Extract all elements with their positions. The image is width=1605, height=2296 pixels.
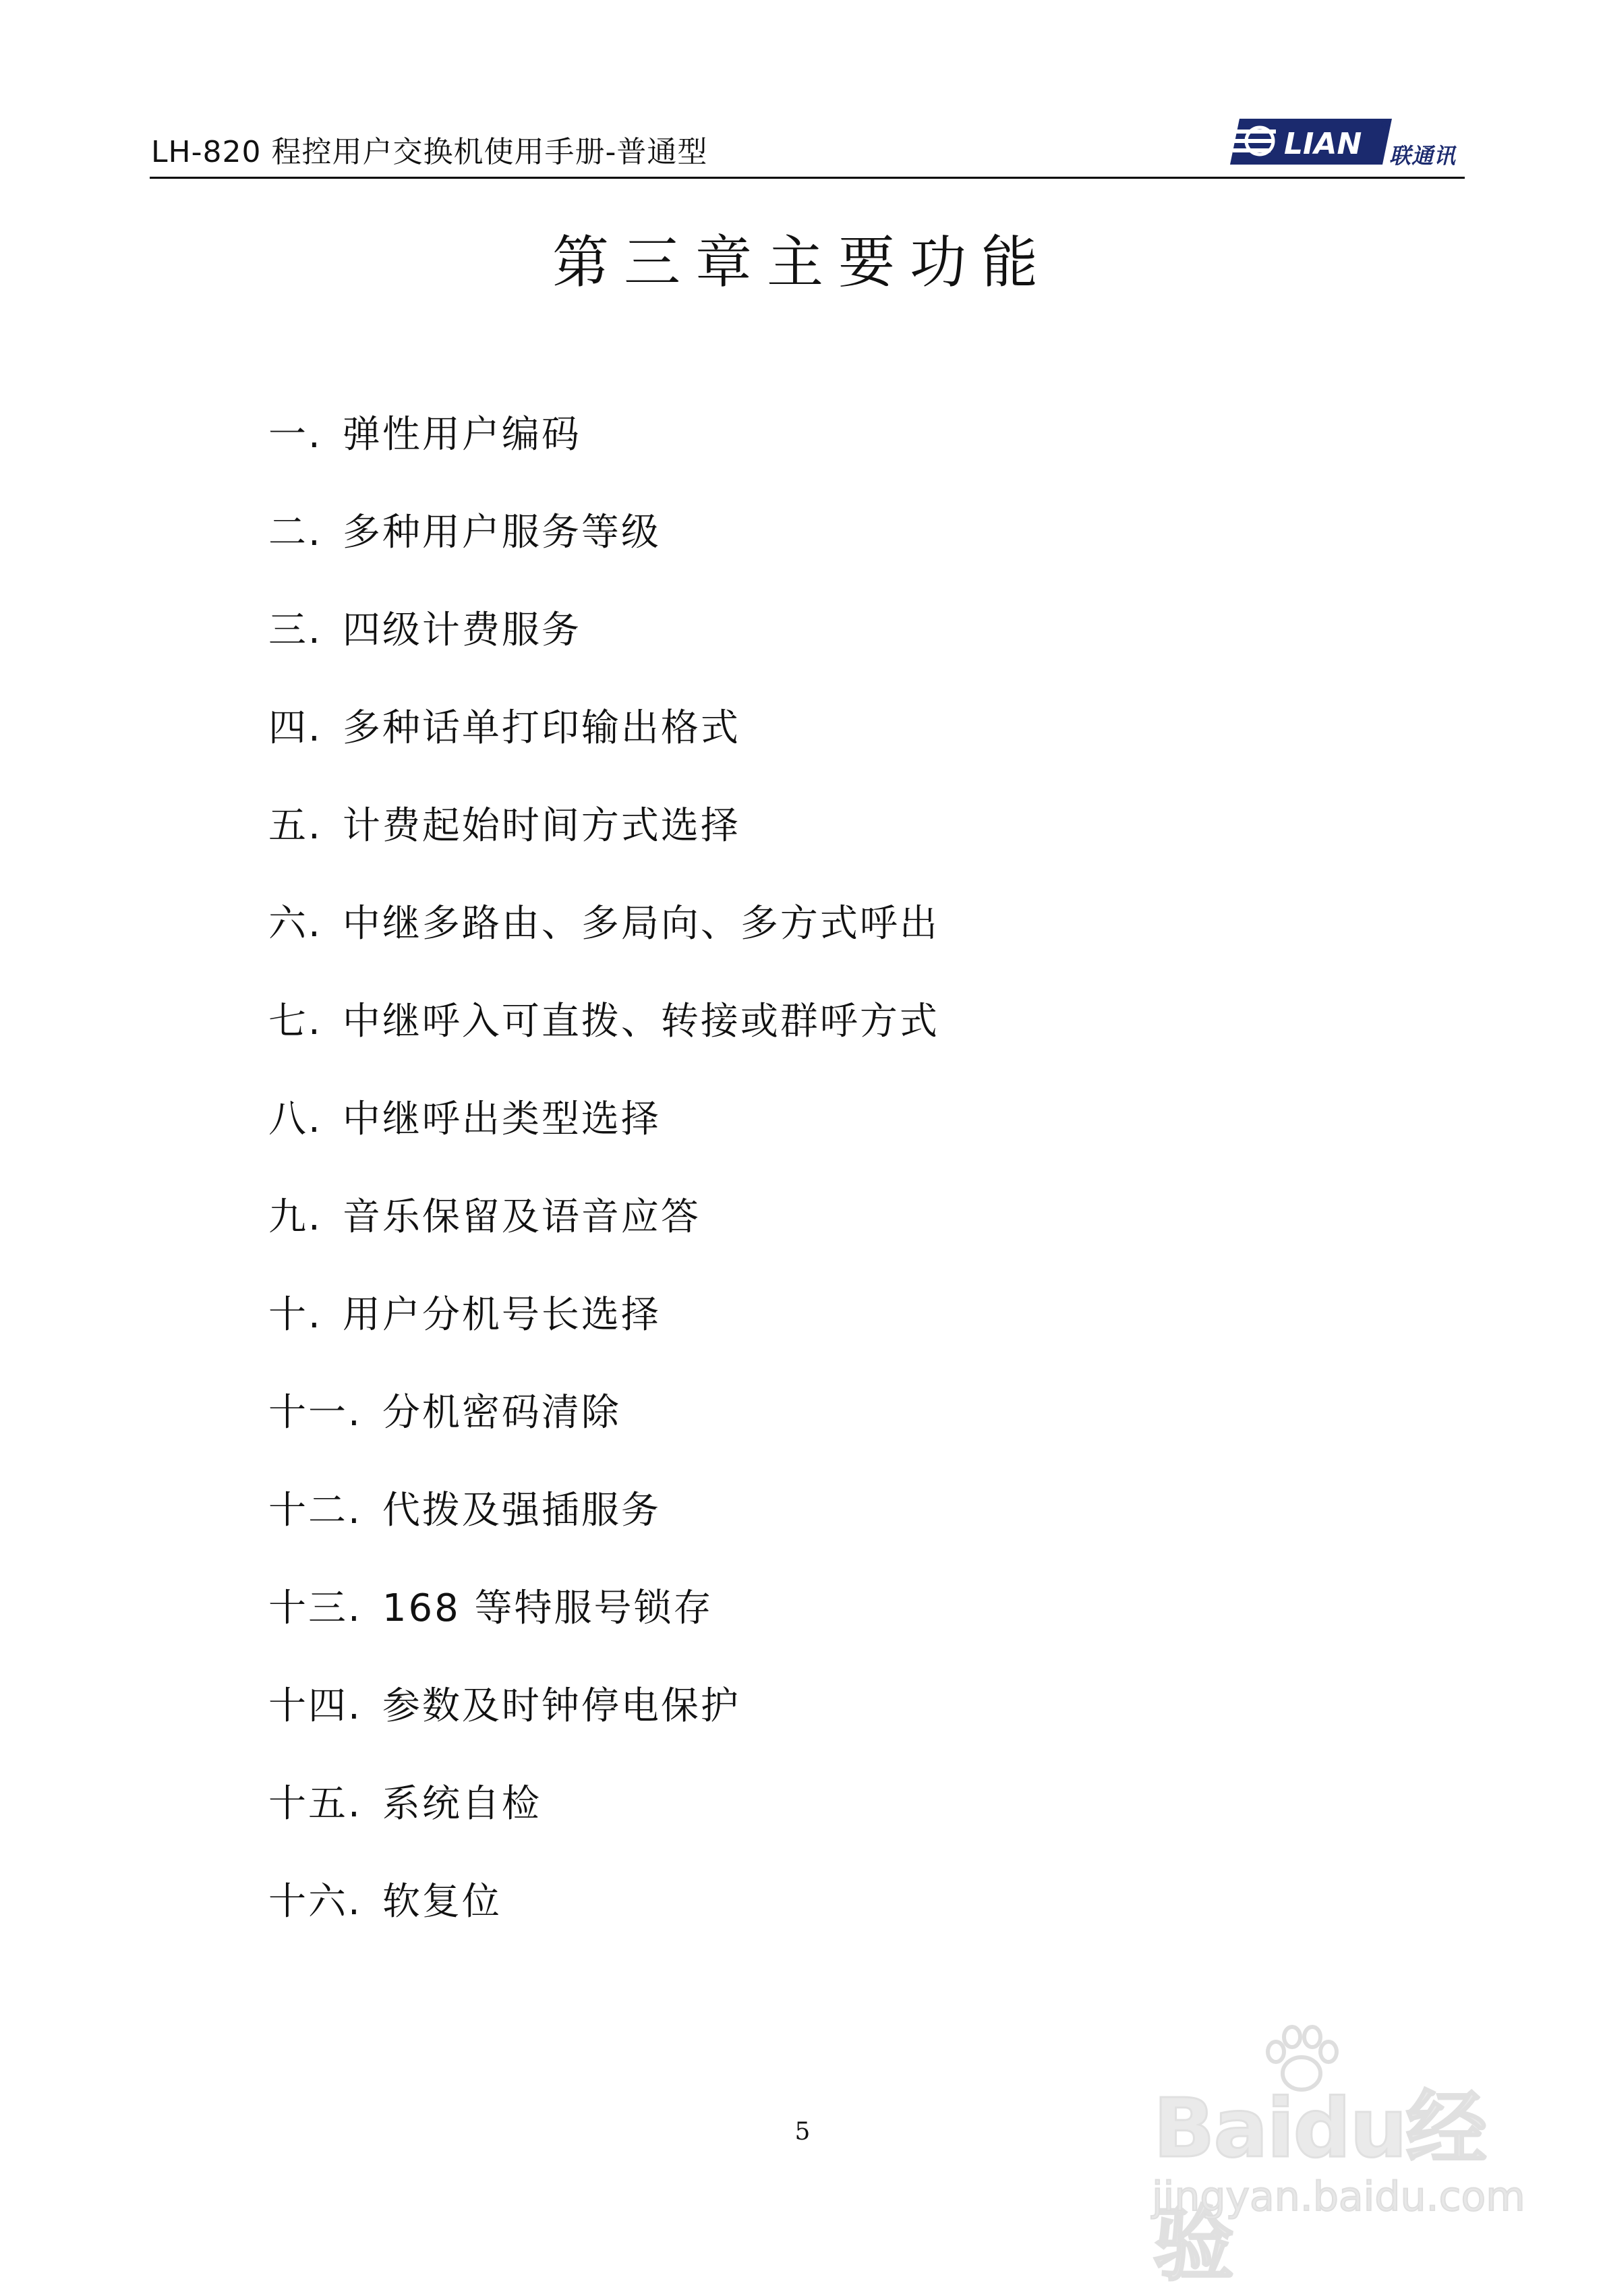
item-number: 十三. <box>268 1586 362 1630</box>
watermark-url: jingyan.baidu.com <box>1152 2173 1525 2220</box>
item-text: 弹性用户编码 <box>342 413 581 457</box>
item-text: 中继呼入可直拨、转接或群呼方式 <box>342 1000 939 1043</box>
list-item <box>268 405 939 503</box>
document-header-title: LH-820 程控用户交换机使用手册-普通型 <box>151 135 708 169</box>
item-text: 计费起始时间方式选择 <box>342 804 740 848</box>
item-text: 168 等特服号锁存 <box>382 1586 713 1630</box>
list-item <box>268 600 939 698</box>
item-text: 四级计费服务 <box>342 608 581 652</box>
list-item <box>268 1285 939 1383</box>
header-divider <box>150 177 1465 179</box>
list-item <box>268 1383 939 1481</box>
lian-logo-icon <box>1230 115 1392 169</box>
item-number: 六. <box>268 902 322 946</box>
list-item <box>268 698 939 796</box>
item-text: 多种用户服务等级 <box>342 511 661 554</box>
list-item <box>268 1578 939 1676</box>
item-text: 中继多路由、多局向、多方式呼出 <box>342 902 939 946</box>
list-item <box>268 1481 939 1578</box>
item-text: 多种话单打印输出格式 <box>342 706 740 750</box>
item-number: 十六. <box>268 1880 362 1924</box>
item-text: 分机密码清除 <box>382 1391 621 1435</box>
item-number: 五. <box>268 804 322 848</box>
item-number: 七. <box>268 1000 322 1043</box>
item-text: 软复位 <box>382 1880 502 1924</box>
item-number: 十. <box>268 1293 322 1337</box>
watermark-brand: Baidu经验 <box>1153 2082 1486 2292</box>
item-number: 一. <box>268 413 322 457</box>
list-item <box>268 1089 939 1187</box>
item-number: 十四. <box>268 1684 362 1728</box>
item-number: 二. <box>268 511 322 554</box>
list-item <box>268 894 939 992</box>
list-item <box>268 1774 939 1872</box>
list-item <box>268 796 939 894</box>
list-item <box>268 1187 939 1285</box>
item-number: 四. <box>268 706 322 750</box>
item-number: 三. <box>268 608 322 652</box>
item-text: 用户分机号长选择 <box>342 1293 661 1337</box>
list-item <box>268 1872 939 1970</box>
chapter-title: 第三章主要功能 <box>552 229 1053 296</box>
item-number: 十二. <box>268 1489 362 1532</box>
item-text: 中继呼出类型选择 <box>342 1097 661 1141</box>
company-logo <box>1230 112 1466 173</box>
list-item <box>268 1676 939 1774</box>
item-number: 九. <box>268 1195 322 1239</box>
baidu-watermark <box>1140 2024 1525 2292</box>
item-text: 音乐保留及语音应答 <box>342 1195 701 1239</box>
logo-chinese-name: 联通讯 <box>1389 143 1457 169</box>
item-text: 系统自检 <box>382 1782 542 1826</box>
list-item <box>268 503 939 600</box>
item-number: 十一. <box>268 1391 362 1435</box>
list-item <box>268 992 939 1089</box>
item-text: 参数及时钟停电保护 <box>382 1684 740 1728</box>
registered-mark: ® <box>1380 120 1389 131</box>
page-number: 5 <box>794 2118 811 2146</box>
logo-wordmark: LIAN <box>1284 127 1362 161</box>
item-text: 代拨及强插服务 <box>382 1489 661 1532</box>
item-number: 八. <box>268 1097 322 1141</box>
feature-list <box>268 405 939 1970</box>
item-number: 十五. <box>268 1782 362 1826</box>
